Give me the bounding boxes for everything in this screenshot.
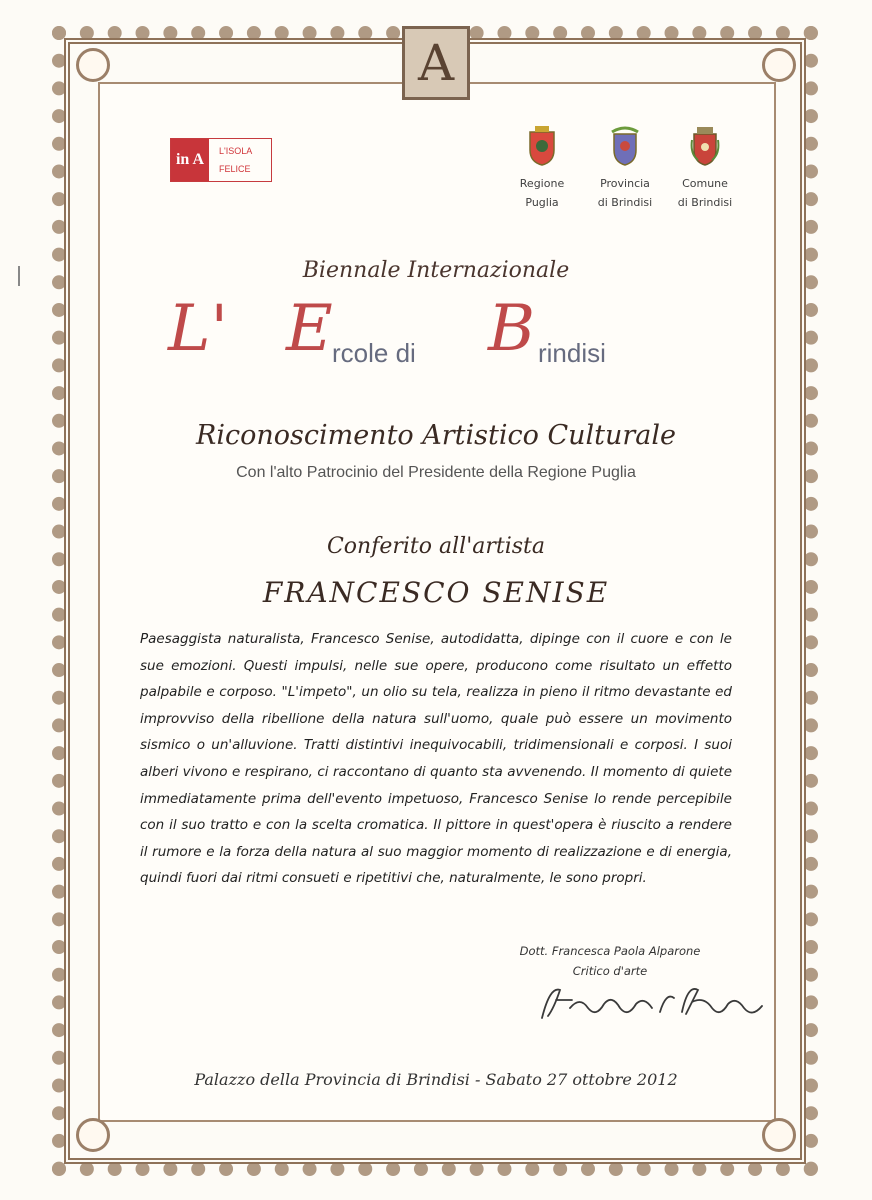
title-initial-B: B <box>488 292 536 366</box>
citation-paragraph: Paesaggista naturalista, Francesco Senise, autodidatta, dipinge con il cuore e con le sue emozioni. Questi impulsi, nelle sue opere, producono come risultato un effetto palpabile e corposo. "L'impeto", un olio su tela, realizza in pieno il ritmo devastante ed improvviso della ribellione della natura sull'uomo, quale può essere un movimento sismico o un'alluvione. Tratti distintivi inequivocabili, tridimensionali e corposi. I suoi alberi vivono e respirano, ci raccontano di quanto sta avvenendo. Il momento di quiete immediatamente prima dell'evento impetuoso, Francesco Senise lo rende percepibile con il suo tratto e con la scelta cromatica. Il pittore in quest'opera è riuscito a rendere il rumore e la forza della natura al suo maggior momento di realizzazione e di energia, quindi fuori dai ritmi consueti e ripetitivi che, naturalmente, le sono propri. <box>140 631 732 887</box>
artist-name: FRANCESCO SENISE <box>262 576 610 609</box>
recognition-heading: Riconoscimento Artistico Culturale <box>196 420 676 451</box>
logo-text <box>209 139 271 181</box>
emblem-label-line1: Provincia <box>600 177 650 190</box>
biennale-subtitle: Biennale Internazionale <box>302 258 570 283</box>
emblem-provincia-brindisi <box>585 124 665 212</box>
logo-mark: in A <box>171 139 209 181</box>
emblem-label-line2: Puglia <box>525 196 559 209</box>
comune-brindisi-crest-icon <box>688 124 722 168</box>
emblem-regione-puglia <box>502 124 582 212</box>
logo-line1: L'ISOLA <box>219 146 253 156</box>
title-text-rcole: rcole di <box>332 338 416 368</box>
isola-felice-logo <box>170 138 272 182</box>
logo-line2: FELICE <box>219 164 251 174</box>
title-initial-E: E <box>286 292 333 366</box>
handwritten-signature <box>532 978 772 1028</box>
title-initial-L: L' <box>168 292 229 366</box>
emblem-label-line1: Comune <box>682 177 728 190</box>
conferred-heading: Conferito all'artista <box>326 534 546 559</box>
corner-ornament-icon <box>762 48 796 82</box>
emblem-label-line2: di Brindisi <box>677 196 733 209</box>
patronage-line: Con l'alto Patrocinio del Presidente della Regione Puglia <box>236 464 636 481</box>
monogram-seal <box>402 26 470 100</box>
corner-ornament-icon <box>76 48 110 82</box>
emblem-label-line2: di Brindisi <box>597 196 653 209</box>
emblem-label-line1: Regione <box>519 177 565 190</box>
footer-place-date: Palazzo della Provincia di Brindisi - Sabato 27 ottobre 2012 <box>194 1070 678 1089</box>
provincia-brindisi-crest-icon <box>608 124 642 168</box>
emblem-comune-brindisi <box>665 124 745 212</box>
monogram-letter: A <box>417 34 455 92</box>
corner-ornament-icon <box>762 1118 796 1152</box>
regione-puglia-crest-icon <box>525 124 559 168</box>
signer-name: Dott. Francesca Paola Alparone <box>519 944 701 958</box>
event-title <box>168 292 708 370</box>
title-text-rindisi: rindisi <box>538 338 606 368</box>
corner-ornament-icon <box>76 1118 110 1152</box>
signer-block <box>480 944 740 978</box>
signer-role: Critico d'arte <box>572 964 648 978</box>
